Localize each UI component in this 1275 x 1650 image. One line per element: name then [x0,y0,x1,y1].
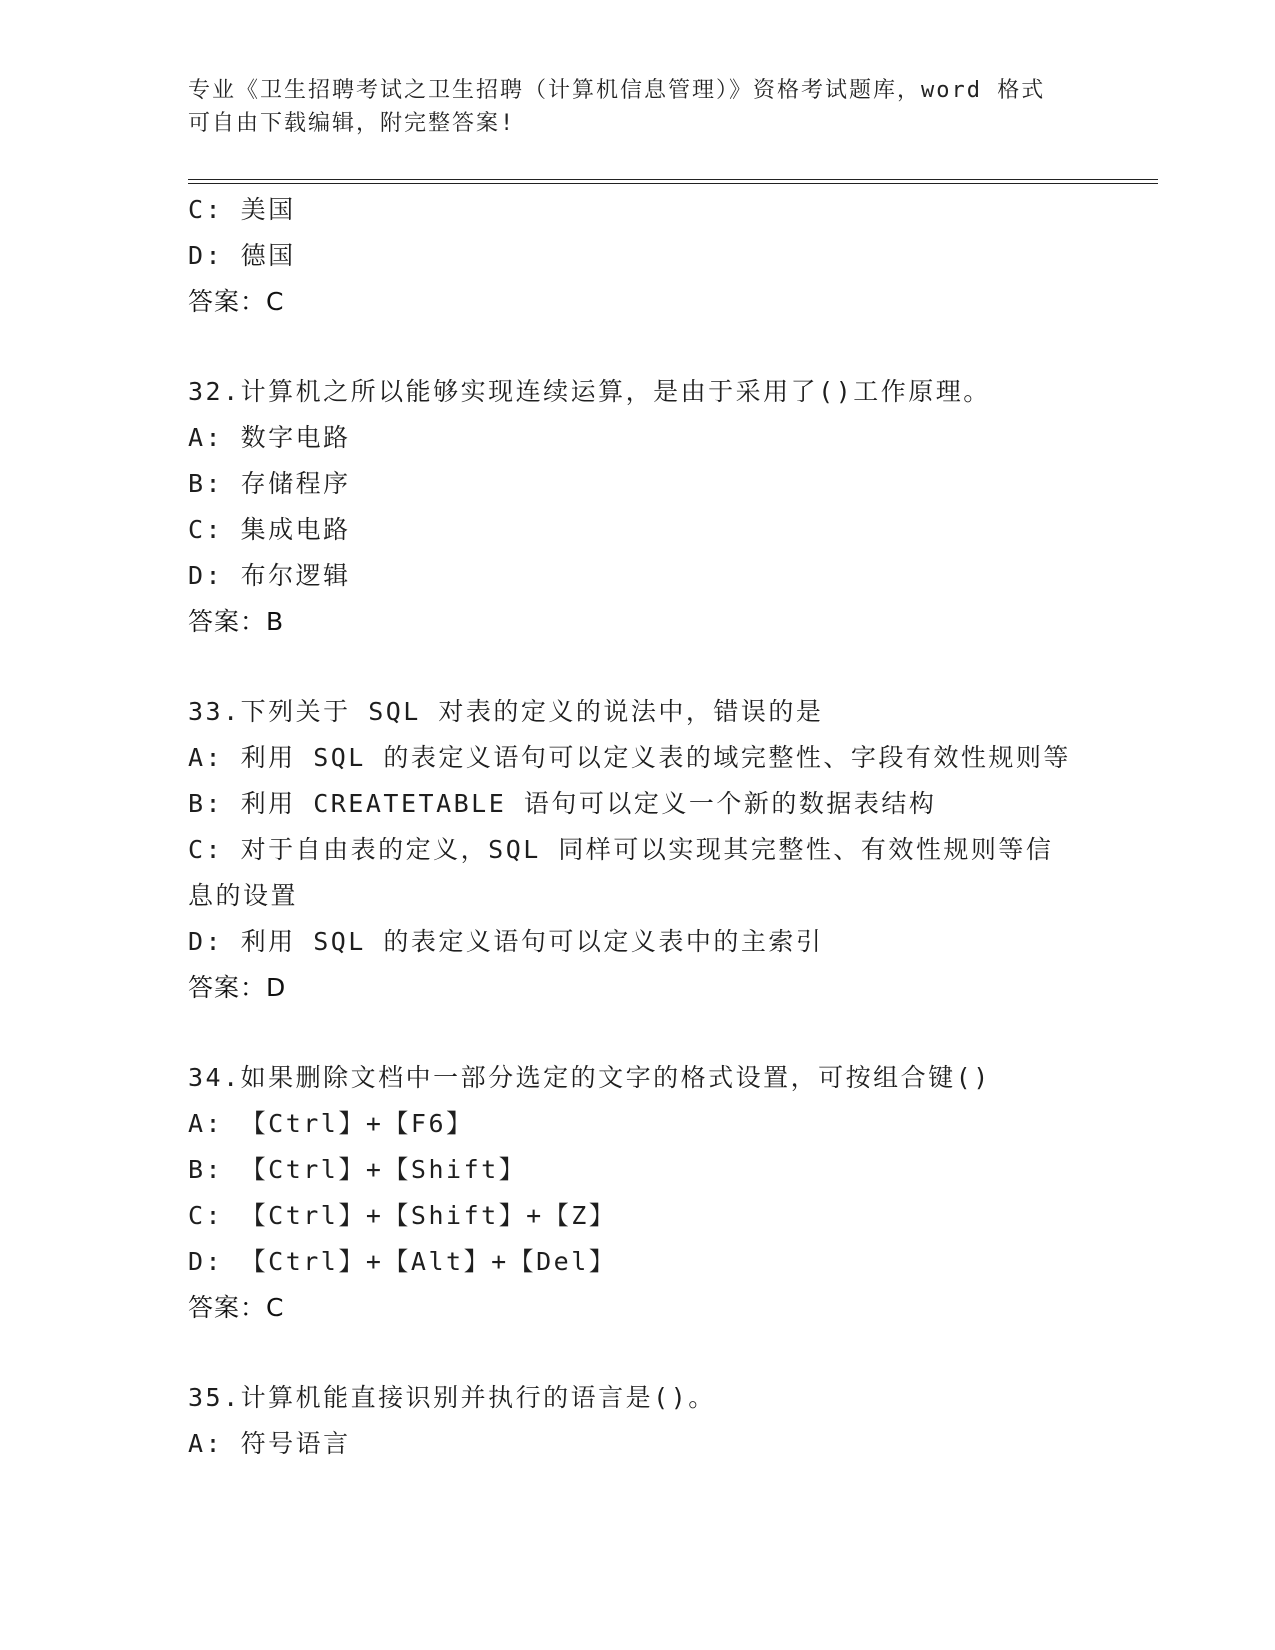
option-a: A: 数字电路 [188,423,351,452]
option-c: C: 对于自由表的定义，SQL 同样可以实现其完整性、有效性规则等信 [188,835,1054,864]
option-d: D: 德国 [188,241,296,270]
spacer [188,1011,1088,1055]
option-b: B: 【Ctrl】+【Shift】 [188,1155,527,1184]
spacer [188,1331,1088,1375]
header-line-1: 专业《卫生招聘考试之卫生招聘（计算机信息管理）》资格考试题库，word 格式 [188,78,1046,103]
question-stem: 34.如果删除文档中一部分选定的文字的格式设置，可按组合键() [188,1063,991,1092]
answer-line: 答案：C [188,1293,285,1322]
option-c-continuation: 息的设置 [188,881,299,910]
header-line-2: 可自由下载编辑，附完整答案! [188,111,516,136]
document-header [188,74,1078,140]
option-d: D: 利用 SQL 的表定义语句可以定义表中的主索引 [188,927,824,956]
answer-line: 答案：C [188,287,285,316]
option-a: A: 利用 SQL 的表定义语句可以定义表的域完整性、字段有效性规则等 [188,743,1071,772]
question-list [188,187,1088,1467]
question-block-34 [188,1055,1088,1331]
option-b: B: 利用 CREATETABLE 语句可以定义一个新的数据表结构 [188,789,937,818]
question-block-35 [188,1375,1088,1467]
option-c: C: 美国 [188,195,296,224]
question-block-32 [188,369,1088,645]
answer-line: 答案：B [188,607,285,636]
question-stem: 35.计算机能直接识别并执行的语言是()。 [188,1383,716,1412]
question-block-33 [188,689,1088,1011]
option-b: B: 存储程序 [188,469,351,498]
question-stem: 33.下列关于 SQL 对表的定义的说法中，错误的是 [188,697,824,726]
spacer [188,645,1088,689]
question-stem: 32.计算机之所以能够实现连续运算，是由于采用了()工作原理。 [188,377,991,406]
option-a: A: 符号语言 [188,1429,351,1458]
question-block-31 [188,187,1088,325]
option-d: D: 【Ctrl】+【Alt】+【Del】 [188,1247,617,1276]
answer-line: 答案：D [188,973,287,1002]
option-c: C: 【Ctrl】+【Shift】+【Z】 [188,1201,617,1230]
option-a: A: 【Ctrl】+【F6】 [188,1109,474,1138]
option-d: D: 布尔逻辑 [188,561,351,590]
spacer [188,325,1088,369]
option-c: C: 集成电路 [188,515,351,544]
header-divider [188,179,1158,184]
